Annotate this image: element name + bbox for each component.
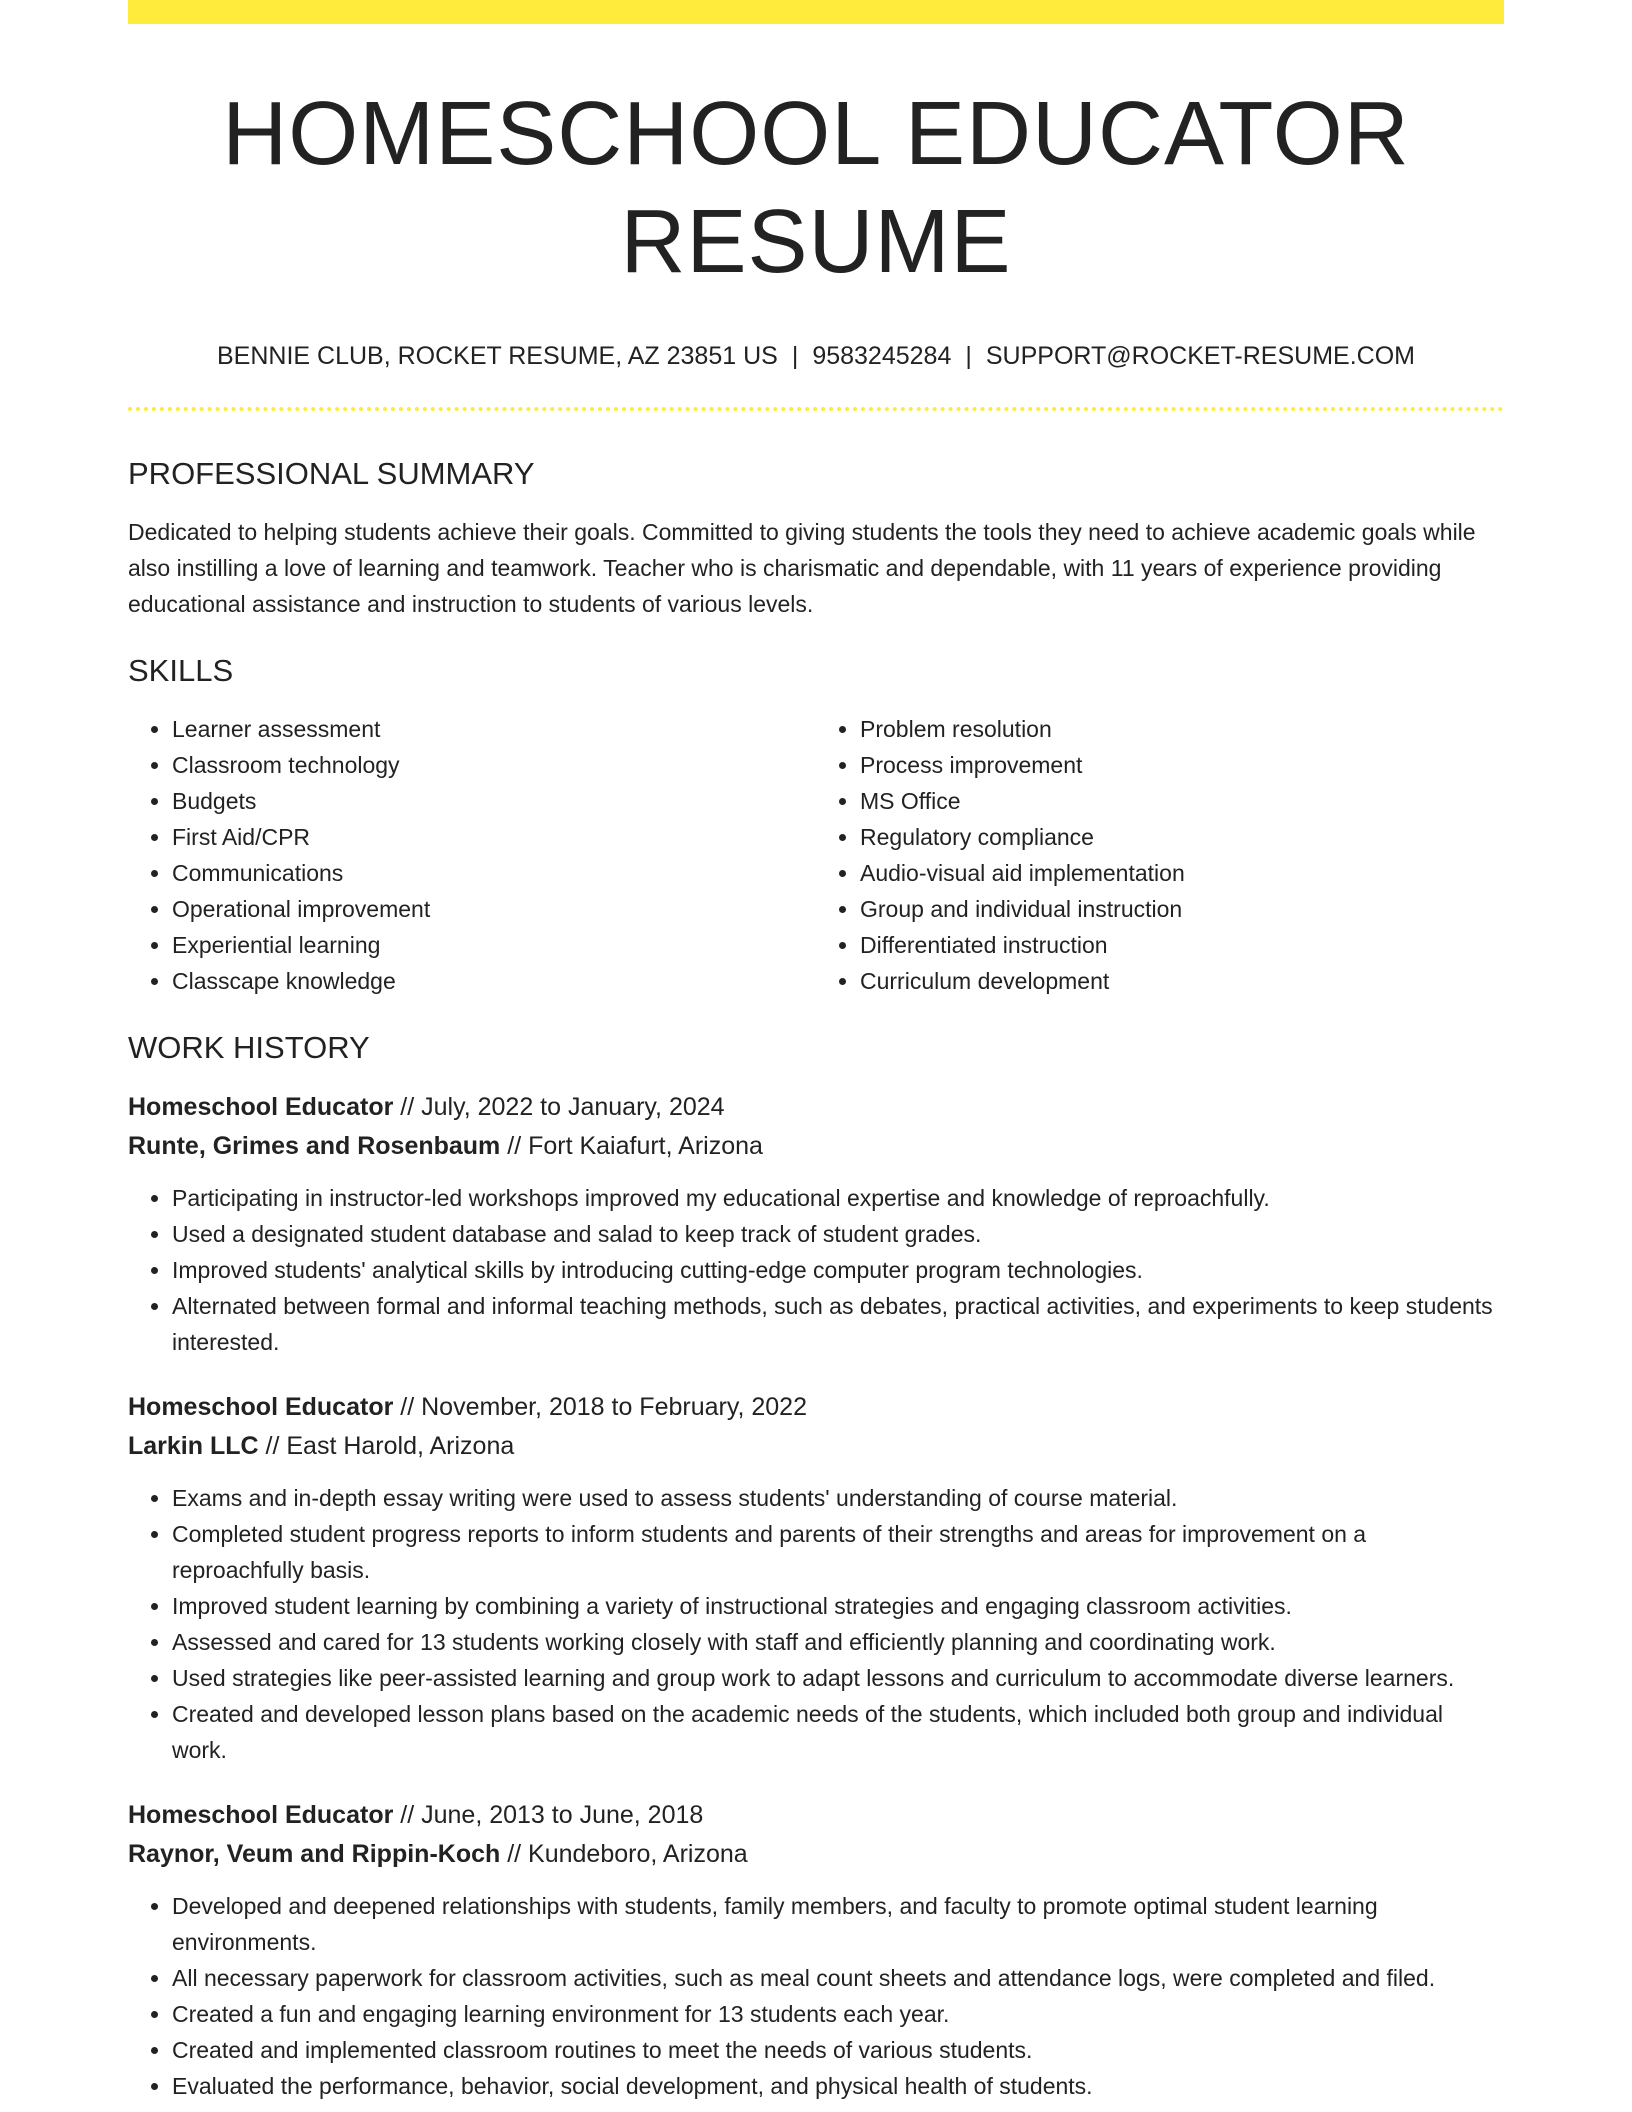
job-company-line: [128, 1427, 1504, 1466]
job-title-line: [128, 1088, 1504, 1127]
summary-text: Dedicated to helping students achieve their goals. Committed to giving students the tools they need to achieve academic goals while also instilling a love of learning and teamwork. Teacher who is charismatic and dependable, with 11 years of experience providing educational assistance and instruction to students of various levels.: [128, 518, 1476, 617]
work-history-heading: WORK HISTORY: [128, 1029, 370, 1065]
job-role: Homeschool Educator: [128, 1801, 394, 1830]
job-dates: // July, 2022 to January, 2024: [393, 1093, 725, 1122]
job-bullet: • All necessary paperwork for classroom activities, such as meal count sheets and attendance logs, were completed and filed.: [172, 1960, 1504, 1996]
skills-left-list: [128, 711, 816, 999]
job-bullet: • Created a fun and engaging learning environment for 13 students each year.: [172, 1996, 1504, 2032]
job-bullet: • Evaluated the performance, behavior, social development, and physical health of students.: [172, 2068, 1504, 2104]
skill-item: • Operational improvement: [172, 891, 816, 927]
skill-item: • Differentiated instruction: [860, 927, 1504, 963]
job-bullet: • Completed student progress reports to inform students and parents of their strengths and areas for improvement on a reproachfully basis.: [172, 1516, 1504, 1588]
job-company-line: [128, 1127, 1504, 1166]
job-bullet: • Improved students' analytical skills by introducing cutting-edge computer program technologies.: [172, 1252, 1504, 1288]
job-bullet: • Assessed and cared for 13 students working closely with staff and efficiently planning and coordinating work.: [172, 1624, 1504, 1660]
skill-item: • Process improvement: [860, 747, 1504, 783]
job-role: Homeschool Educator: [128, 1393, 394, 1422]
skills-columns: [128, 711, 1504, 999]
job-company-line: [128, 1835, 1504, 1874]
job-role: Homeschool Educator: [128, 1093, 394, 1122]
skills-heading: SKILLS: [128, 652, 234, 688]
job-bullets: [128, 1888, 1504, 2104]
contact-email: SUPPORT@ROCKET-RESUME.COM: [985, 342, 1415, 370]
job-location: // Fort Kaiafurt, Arizona: [500, 1132, 763, 1161]
skill-item: • First Aid/CPR: [172, 819, 816, 855]
skill-item: • Communications: [172, 855, 816, 891]
job-bullet: • Created and developed lesson plans based on the academic needs of the students, which included both group and individual work.: [172, 1696, 1504, 1768]
skill-item: • Audio-visual aid implementation: [860, 855, 1504, 891]
job-entry: [128, 1796, 1504, 2104]
job-dates: // November, 2018 to February, 2022: [393, 1393, 807, 1422]
job-bullet: • Alternated between formal and informal teaching methods, such as debates, practical activities, and experiments to keep students interested.: [172, 1288, 1504, 1360]
job-bullet: • Exams and in-depth essay writing were used to assess students' understanding of course material.: [172, 1480, 1504, 1516]
contact-line: [128, 340, 1504, 373]
job-bullets: [128, 1480, 1504, 1768]
contact-address: BENNIE CLUB, ROCKET RESUME, AZ 23851 US: [216, 342, 778, 370]
summary-section: [128, 455, 1504, 622]
job-bullet: • Improved student learning by combining a variety of instructional strategies and engaging classroom activities.: [172, 1588, 1504, 1624]
skill-item: • Group and individual instruction: [860, 891, 1504, 927]
job-entry: [128, 1388, 1504, 1768]
skill-item: • Problem resolution: [860, 711, 1504, 747]
skill-item: • Budgets: [172, 783, 816, 819]
job-entry: [128, 1088, 1504, 1360]
skill-item: • Classcape knowledge: [172, 963, 816, 999]
resume-page: [128, 0, 1504, 2104]
job-company: Larkin LLC: [128, 1432, 259, 1461]
skills-section: [128, 652, 1504, 999]
skill-item: • Learner assessment: [172, 711, 816, 747]
dotted-divider: [128, 407, 1504, 411]
skills-right-list: [816, 711, 1504, 999]
contact-phone: 9583245284: [812, 342, 952, 370]
job-title-line: [128, 1388, 1504, 1427]
job-bullet: • Used a designated student database and salad to keep track of student grades.: [172, 1216, 1504, 1252]
job-bullet: • Used strategies like peer-assisted learning and group work to adapt lessons and curriculum to accommodate diverse learners.: [172, 1660, 1504, 1696]
work-history-section: [128, 1029, 1504, 2104]
accent-top-bar: [128, 0, 1504, 24]
skill-item: • Regulatory compliance: [860, 819, 1504, 855]
job-bullet: • Participating in instructor-led workshops improved my educational expertise and knowledge of reproachfully.: [172, 1180, 1504, 1216]
contact-separator: |: [965, 342, 972, 370]
job-location: // East Harold, Arizona: [258, 1432, 515, 1461]
job-bullets: [128, 1180, 1504, 1360]
skill-item: • Classroom technology: [172, 747, 816, 783]
skill-item: • Experiential learning: [172, 927, 816, 963]
resume-title: HOMESCHOOL EDUCATOR RESUME: [222, 84, 1410, 292]
contact-separator: |: [791, 342, 799, 370]
job-title-line: [128, 1796, 1504, 1835]
job-company: Runte, Grimes and Rosenbaum: [128, 1132, 501, 1161]
job-bullet: • Developed and deepened relationships with students, family members, and faculty to promote optimal student learning environments.: [172, 1888, 1504, 1960]
summary-heading: PROFESSIONAL SUMMARY: [128, 455, 535, 491]
job-dates: // June, 2013 to June, 2018: [393, 1801, 704, 1830]
job-location: // Kundeboro, Arizona: [500, 1840, 748, 1869]
skill-item: • MS Office: [860, 783, 1504, 819]
job-company: Raynor, Veum and Rippin-Koch: [128, 1840, 501, 1869]
skill-item: • Curriculum development: [860, 963, 1504, 999]
job-bullet: • Created and implemented classroom routines to meet the needs of various students.: [172, 2032, 1504, 2068]
